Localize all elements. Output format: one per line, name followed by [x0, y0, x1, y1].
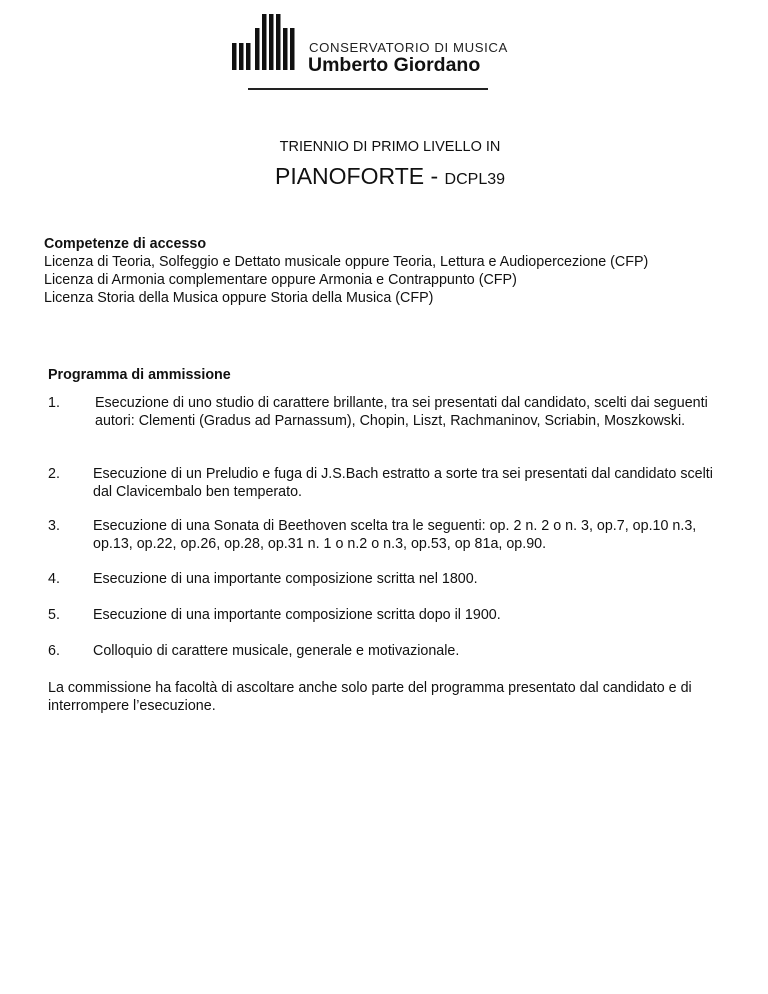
closing-note: La commissione ha facoltà di ascoltare anche solo parte del programma presentato dal candidato e di interrompere l’esecuzione.: [48, 680, 692, 714]
conservatory-logo: [232, 14, 522, 94]
item-number: 1.: [48, 395, 60, 411]
item-text: Colloquio di carattere musicale, generale e motivazionale.: [93, 643, 460, 659]
item-number: 6.: [48, 643, 60, 659]
item-number: 4.: [48, 571, 60, 587]
item-text: Esecuzione di una importante composizione scritta dopo il 1900.: [93, 607, 501, 623]
logo-text-line2: Umberto Giordano: [308, 54, 481, 76]
item-text: Esecuzione di un Preludio e fuga di J.S.Bach estratto a sorte tra sei presentati dal candidato scelti dal Clavicembalo ben temperato.: [93, 466, 713, 500]
item-text: Esecuzione di una importante composizione scritta nel 1800.: [93, 571, 478, 587]
item-text: Esecuzione di uno studio di carattere brillante, tra sei presentati dal candidato, scelti dai seguenti autori: Clementi (Gradus ad Parnassum), Chopin, Liszt, Rachmaninov, Scriabin, Moszkowski.: [95, 395, 708, 429]
logo-text-line1: CONSERVATORIO DI MUSICA: [309, 40, 508, 55]
item-text: Esecuzione di una Sonata di Beethoven scelta tra le seguenti: op. 2 n. 2 o n. 3, op.7, op.10 n.3, op.13, op.22, op.26, op.28, op.31 n. 1 o n.2 o n.3, op.53, op 81a, op.90.: [93, 518, 697, 552]
page-subtitle: TRIENNIO DI PRIMO LIVELLO IN: [279, 139, 501, 155]
course-code: DCPL39: [444, 171, 506, 188]
item-number: 2.: [48, 466, 60, 482]
item-number: 5.: [48, 607, 60, 623]
access-section: [44, 235, 734, 307]
item-number: 3.: [48, 518, 60, 534]
page-title: [0, 163, 768, 190]
program-heading: Programma di ammissione: [48, 367, 231, 383]
header-divider: [248, 88, 488, 90]
access-line: Licenza Storia della Musica oppure Storia della Musica (CFP): [44, 290, 434, 306]
access-heading: Competenze di accesso: [44, 236, 207, 252]
piano-keys-logo-icon: [232, 14, 302, 76]
page-title-main: PIANOFORTE -: [274, 163, 445, 189]
access-line: Licenza di Armonia complementare oppure Armonia e Contrappunto (CFP): [44, 272, 517, 288]
program-section: [48, 366, 728, 384]
access-line: Licenza di Teoria, Solfeggio e Dettato musicale oppure Teoria, Lettura e Audiopercezione (CFP): [44, 254, 649, 270]
